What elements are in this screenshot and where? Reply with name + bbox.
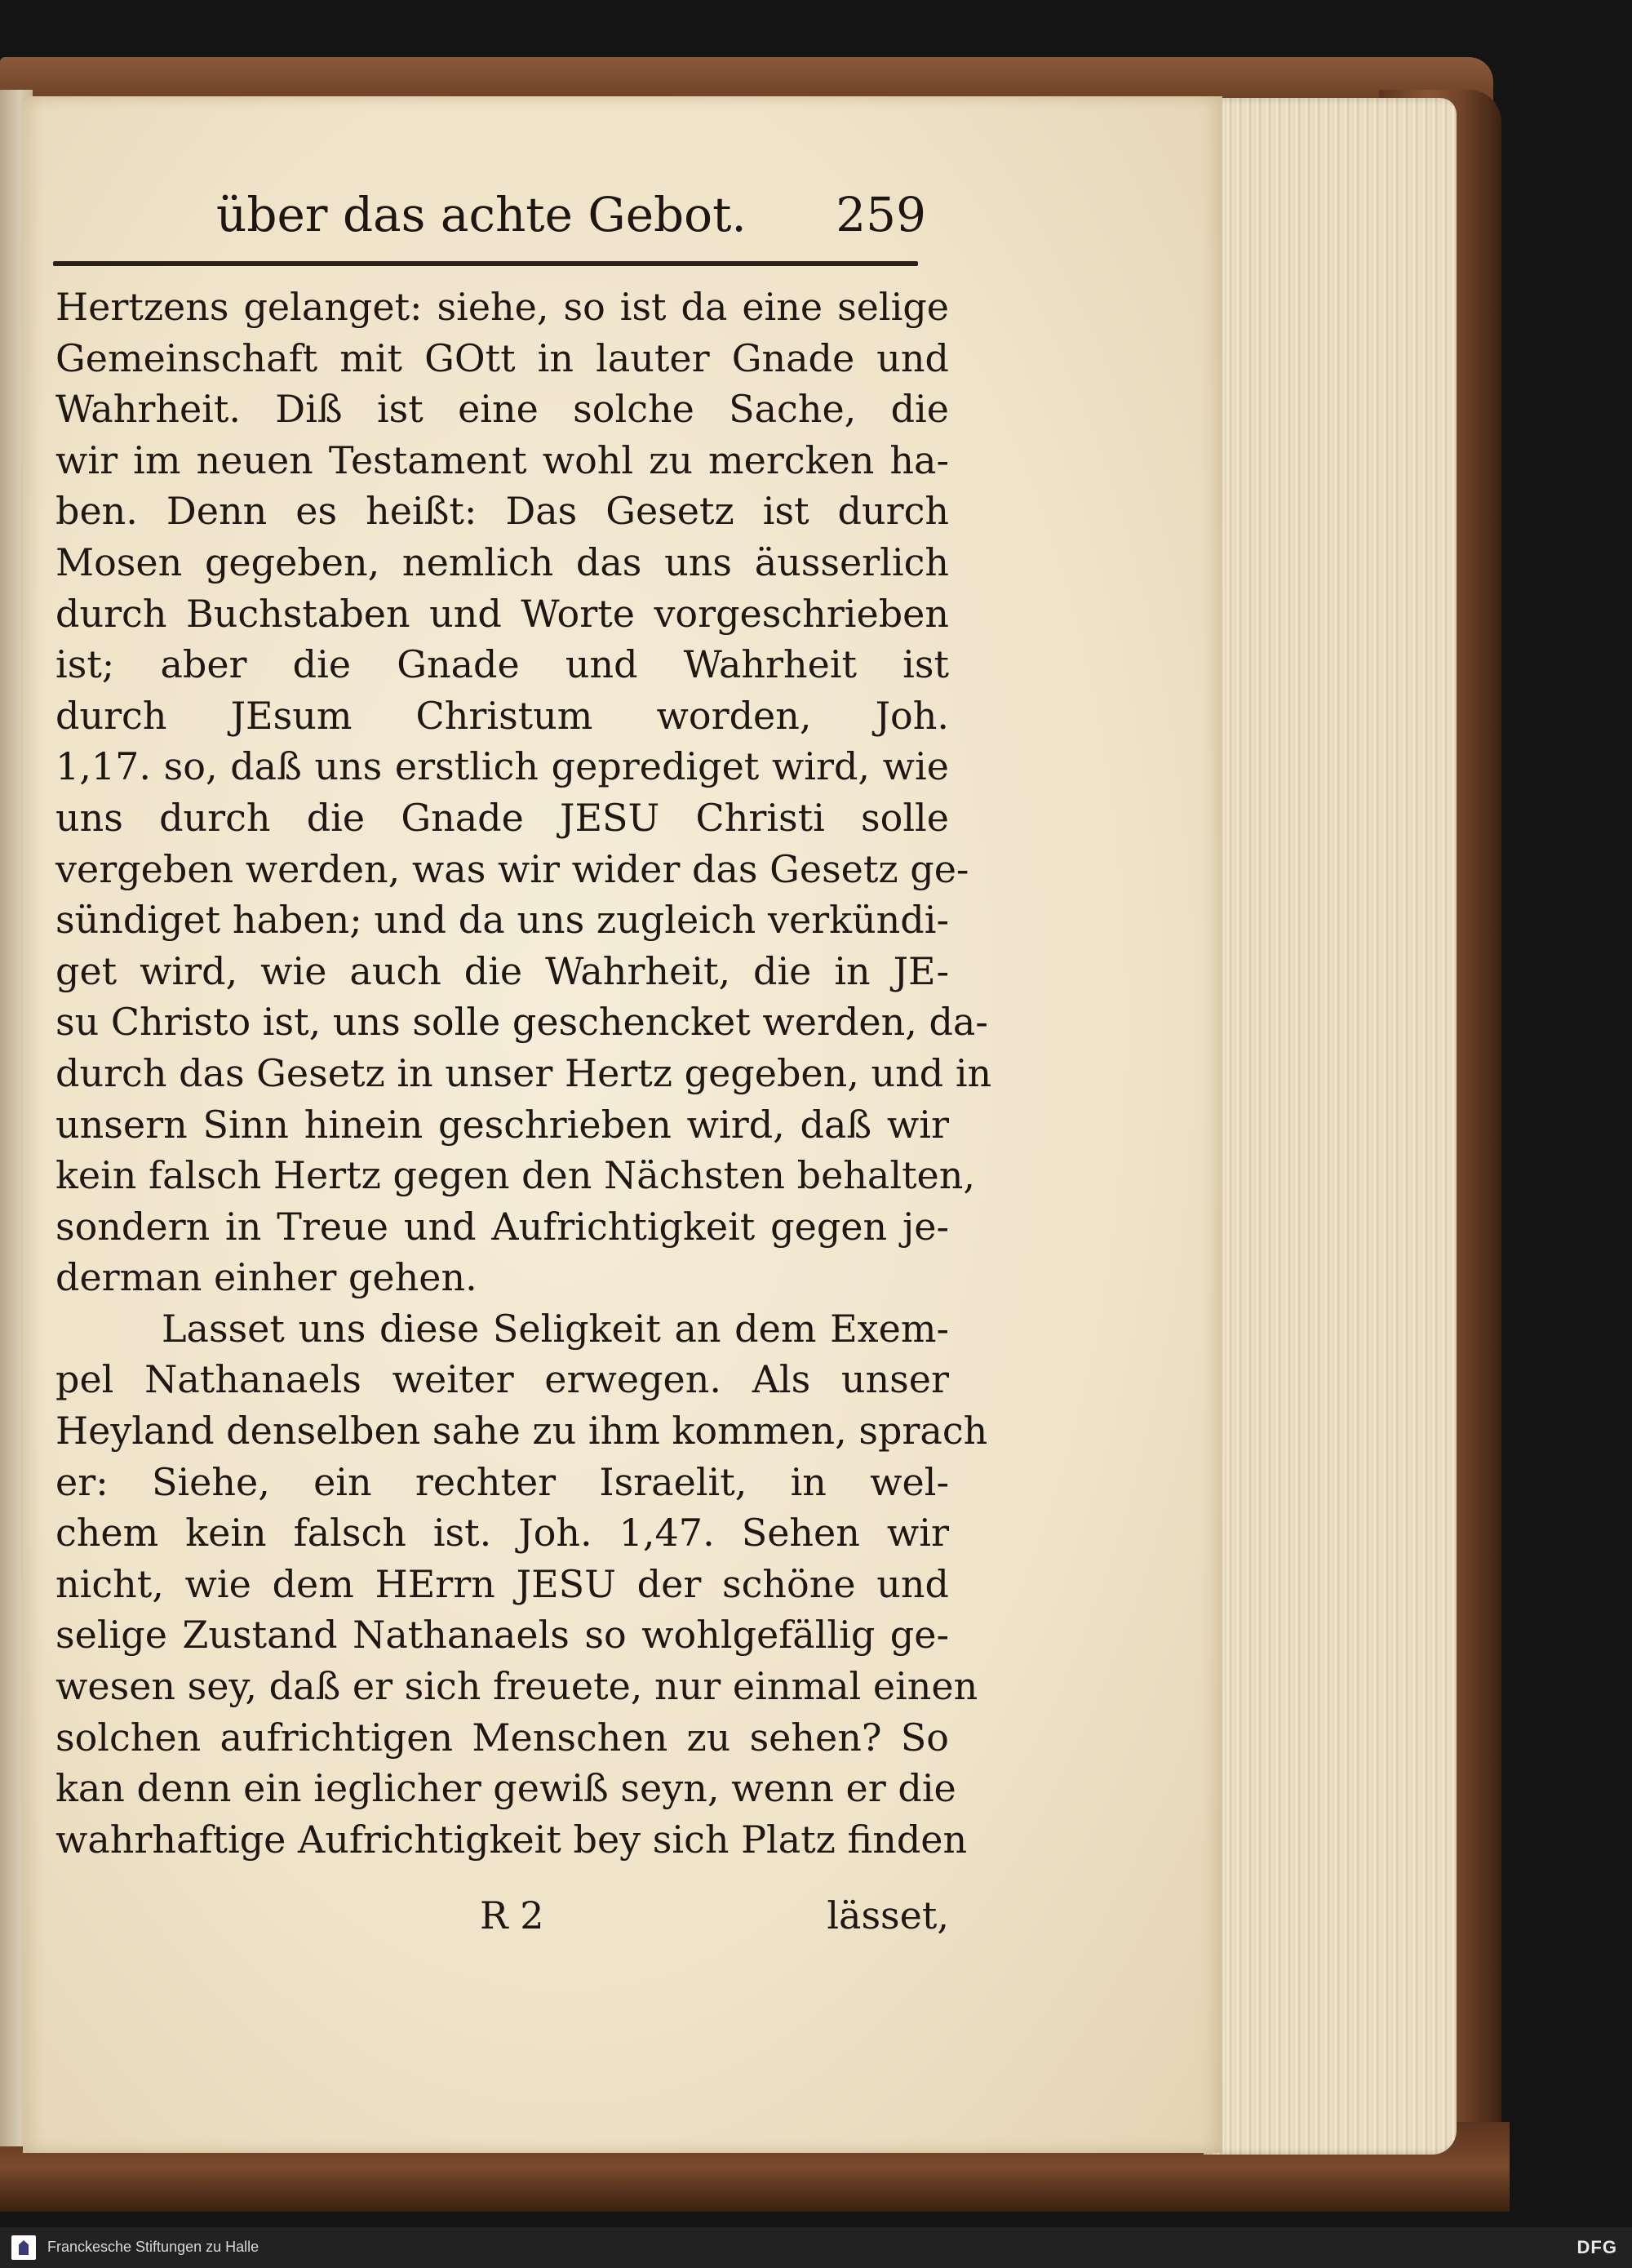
- text-line: nicht, wie dem HErrn JESU der schöne und: [55, 1561, 949, 1606]
- text-line: uns durch die Gnade JESU Christi solle: [55, 795, 949, 840]
- text-line: Wahrheit. Diß ist eine solche Sache, die: [55, 387, 949, 432]
- dfg-logo: DFG: [1577, 2237, 1617, 2257]
- catchword: lässet,: [827, 1893, 949, 1937]
- text-line: er: Siehe, ein rechter Israelit, in wel-: [55, 1459, 949, 1504]
- text-line: Mosen gegeben, nemlich das uns äusserlich: [55, 539, 949, 584]
- text-line: wir im neuen Testament wohl zu mercken ha-: [55, 437, 949, 482]
- page-block-edges: [1204, 98, 1457, 2155]
- text-line: get wird, wie auch die Wahrheit, die in JE-: [55, 948, 949, 993]
- text-line: vergeben werden, was wir wider das Gesetz ge-: [55, 846, 969, 891]
- text-line: derman einher gehen.: [55, 1255, 477, 1300]
- text-line: wahrhaftige Aufrichtigkeit bey sich Platz finden: [55, 1817, 968, 1862]
- header-rule: [53, 261, 918, 266]
- text-line: unsern Sinn hinein geschrieben wird, daß wir: [55, 1102, 949, 1147]
- text-line: chem kein falsch ist. Joh. 1,47. Sehen wir: [55, 1511, 949, 1556]
- text-line: solchen aufrichtigen Menschen zu sehen? So: [55, 1715, 949, 1760]
- running-title: über das achte Gebot.: [216, 187, 747, 242]
- text-line: durch das Gesetz in unser Hertz gegeben, und in: [55, 1050, 992, 1095]
- text-line: Heyland denselben sahe zu ihm kommen, sprach: [55, 1409, 988, 1454]
- text-line: wesen sey, daß er sich freuete, nur einmal einen: [55, 1664, 978, 1709]
- text-line: durch JEsum Christum worden, Joh.: [55, 693, 949, 738]
- viewer-footer: [0, 2227, 1632, 2268]
- text-line: selige Zustand Nathanaels so wohlgefällig ge-: [55, 1613, 949, 1658]
- text-line: su Christo ist, uns solle geschencket werden, da-: [55, 1000, 988, 1045]
- running-header: [192, 186, 926, 243]
- page-number: 259: [836, 187, 926, 242]
- text-line: ist; aber die Gnade und Wahrheit ist: [55, 642, 949, 687]
- institution-logo-icon: [11, 2235, 36, 2260]
- text-line: durch Buchstaben und Worte vorgeschrieben: [55, 591, 949, 636]
- body-text: [55, 282, 992, 1865]
- text-line: sondern in Treue und Aufrichtigkeit gegen je-: [55, 1204, 949, 1249]
- signature-mark: R 2: [480, 1893, 544, 1937]
- text-line: 1,17. so, daß uns erstlich geprediget wird, wie: [55, 744, 949, 789]
- text-line: kein falsch Hertz gegen den Nächsten behalten,: [55, 1153, 976, 1198]
- text-line: Lasset uns diese Seligkeit an dem Exem-: [162, 1306, 949, 1351]
- institution-name: Franckesche Stiftungen zu Halle: [47, 2239, 259, 2255]
- text-line: kan denn ein ieglicher gewiß seyn, wenn er die: [55, 1766, 956, 1811]
- page-footer-line: [55, 1893, 949, 1944]
- text-line: pel Nathanaels weiter erwegen. Als unser: [55, 1357, 949, 1402]
- text-line: Gemeinschaft mit GOtt in lauter Gnade und: [55, 335, 949, 380]
- text-line: sündiget haben; und da uns zugleich verkündi-: [55, 898, 949, 943]
- text-line: ben. Denn es heißt: Das Gesetz ist durch: [55, 489, 949, 534]
- text-line: Hertzens gelanget: siehe, so ist da eine selige: [55, 285, 949, 329]
